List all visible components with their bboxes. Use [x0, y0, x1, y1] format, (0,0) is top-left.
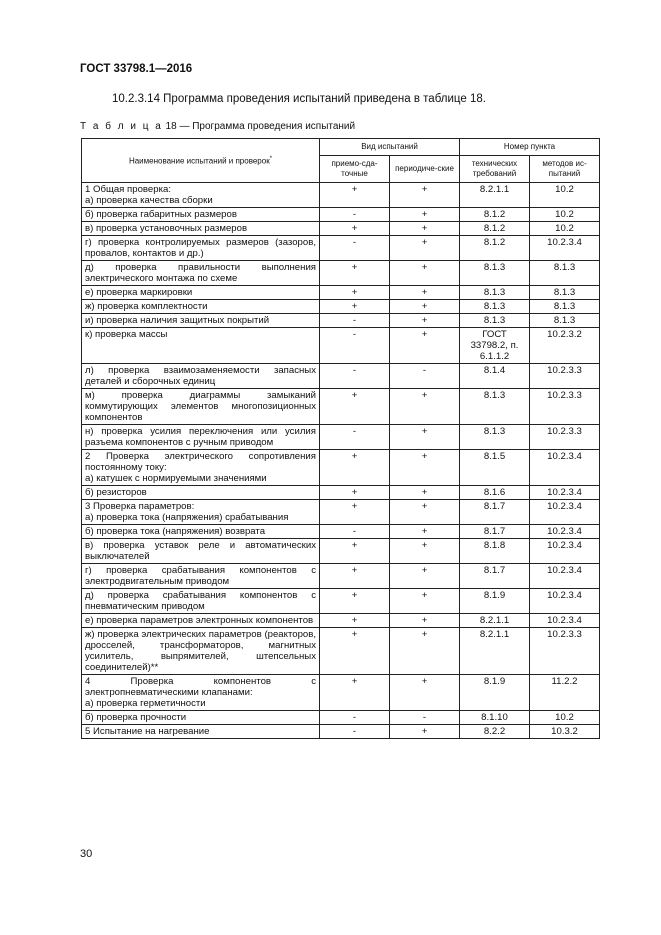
cell-acceptance: -	[320, 208, 390, 222]
column-header-periodic: периодиче-ские	[390, 156, 460, 183]
cell-test-name	[82, 725, 320, 739]
footnote-mark: *	[269, 156, 273, 163]
cell-test-name-line: д) проверка правильности выполнения электрического монтажа по схеме	[85, 262, 316, 284]
table-header-row	[82, 139, 600, 156]
cell-periodic: +	[390, 222, 460, 236]
intro-paragraph: 10.2.3.14 Программа проведения испытаний приведена в таблице 18.	[112, 93, 486, 105]
cell-periodic: +	[390, 589, 460, 614]
cell-test-name	[82, 614, 320, 628]
cell-test-name-line: а) катушек с нормируемыми значениями	[85, 473, 267, 484]
table-row	[82, 539, 600, 564]
cell-tech-requirements: 8.1.3	[460, 389, 530, 425]
cell-test-name-line: а) проверка герметичности	[85, 698, 206, 709]
table-row	[82, 286, 600, 300]
table-row	[82, 389, 600, 425]
table-caption	[80, 121, 355, 132]
cell-acceptance: +	[320, 628, 390, 675]
table-body	[82, 183, 600, 739]
cell-tech-requirements: 8.1.7	[460, 564, 530, 589]
table-row	[82, 500, 600, 525]
cell-test-methods: 8.1.3	[530, 286, 600, 300]
cell-test-methods: 8.1.3	[530, 261, 600, 286]
cell-tech-requirements: 8.1.3	[460, 425, 530, 450]
cell-test-name	[82, 364, 320, 389]
cell-tech-requirements: 8.1.7	[460, 500, 530, 525]
cell-test-name-line: 4 Проверка компонентов с электропневматическими клапанами:	[85, 676, 316, 698]
cell-acceptance: +	[320, 614, 390, 628]
cell-periodic: +	[390, 675, 460, 711]
cell-test-methods: 8.1.3	[530, 314, 600, 328]
table-row	[82, 364, 600, 389]
cell-periodic: +	[390, 183, 460, 208]
cell-test-name-line: 5 Испытание на нагревание	[85, 726, 210, 737]
cell-periodic: +	[390, 286, 460, 300]
cell-test-name	[82, 300, 320, 314]
cell-acceptance: +	[320, 500, 390, 525]
cell-periodic: +	[390, 525, 460, 539]
cell-test-name-line: б) проверка тока (напряжения) возврата	[85, 526, 266, 537]
cell-test-name-line: н) проверка усилия переключения или усилия разъема компонентов с ручным приводом	[85, 426, 316, 448]
cell-test-name-line: а) проверка тока (напряжения) срабатывания	[85, 512, 289, 523]
cell-test-name	[82, 236, 320, 261]
table-row	[82, 725, 600, 739]
cell-tech-requirements: 8.1.3	[460, 300, 530, 314]
cell-acceptance: +	[320, 675, 390, 711]
cell-tech-requirements: 8.1.3	[460, 286, 530, 300]
table-row	[82, 450, 600, 486]
cell-test-name-line: к) проверка массы	[85, 329, 168, 340]
cell-test-name	[82, 675, 320, 711]
cell-acceptance: -	[320, 711, 390, 725]
table-caption-prefix: Т а б л и ц а	[80, 121, 163, 132]
cell-acceptance: -	[320, 725, 390, 739]
cell-test-name	[82, 500, 320, 525]
cell-acceptance: +	[320, 389, 390, 425]
test-program-table	[81, 138, 600, 739]
table-row	[82, 711, 600, 725]
cell-test-methods: 10.2.3.3	[530, 364, 600, 389]
cell-periodic: -	[390, 364, 460, 389]
cell-tech-requirements: 8.1.2	[460, 208, 530, 222]
cell-periodic: +	[390, 539, 460, 564]
column-header-tech-requirements: технических требований	[460, 156, 530, 183]
column-group-clause-number: Номер пункта	[460, 139, 600, 156]
table-row	[82, 614, 600, 628]
cell-test-methods: 11.2.2	[530, 675, 600, 711]
cell-tech-requirements: 8.2.1.1	[460, 183, 530, 208]
table-row	[82, 328, 600, 364]
cell-periodic: +	[390, 328, 460, 364]
cell-periodic: +	[390, 389, 460, 425]
cell-test-name-line: в) проверка уставок реле и автоматических выключателей	[85, 540, 316, 562]
table-row	[82, 628, 600, 675]
cell-test-name-line: 1 Общая проверка:	[85, 184, 171, 195]
table-row	[82, 222, 600, 236]
column-header-acceptance: приемо-сда-точные	[320, 156, 390, 183]
table-row	[82, 525, 600, 539]
cell-test-methods: 10.2	[530, 208, 600, 222]
cell-test-methods: 10.2.3.4	[530, 525, 600, 539]
cell-acceptance: -	[320, 525, 390, 539]
column-header-name	[82, 139, 320, 183]
cell-test-name-line: г) проверка срабатывания компонентов с электродвигательным приводом	[85, 565, 316, 587]
page-number: 30	[80, 848, 93, 860]
cell-periodic: +	[390, 628, 460, 675]
table-row	[82, 564, 600, 589]
cell-test-methods: 8.1.3	[530, 300, 600, 314]
cell-test-methods: 10.2	[530, 183, 600, 208]
cell-test-name	[82, 286, 320, 300]
cell-test-name	[82, 628, 320, 675]
cell-periodic: +	[390, 261, 460, 286]
cell-test-name-line: б) проверка габаритных размеров	[85, 209, 237, 220]
column-group-test-type: Вид испытаний	[320, 139, 460, 156]
cell-test-name	[82, 589, 320, 614]
cell-periodic: +	[390, 725, 460, 739]
cell-tech-requirements: 8.2.1.1	[460, 628, 530, 675]
cell-test-name-line: и) проверка наличия защитных покрытий	[85, 315, 270, 326]
cell-periodic: +	[390, 300, 460, 314]
cell-periodic: +	[390, 486, 460, 500]
cell-test-methods: 10.2.3.4	[530, 614, 600, 628]
cell-test-name	[82, 486, 320, 500]
cell-periodic: +	[390, 425, 460, 450]
cell-tech-requirements: 8.1.7	[460, 525, 530, 539]
cell-tech-requirements: 8.1.6	[460, 486, 530, 500]
table-row	[82, 261, 600, 286]
cell-test-methods: 10.2	[530, 711, 600, 725]
cell-acceptance: +	[320, 300, 390, 314]
table-row	[82, 314, 600, 328]
cell-tech-requirements: 8.1.3	[460, 261, 530, 286]
cell-acceptance: +	[320, 261, 390, 286]
cell-test-name-line: ж) проверка электрических параметров (реакторов, дросселей, трансформаторов, магнитных усилитель, выпрямителей, штепсельных соединителей)**	[85, 629, 316, 673]
cell-test-name	[82, 425, 320, 450]
column-header-test-methods: методов ис-пытаний	[530, 156, 600, 183]
cell-test-name	[82, 525, 320, 539]
cell-acceptance: -	[320, 364, 390, 389]
cell-test-methods: 10.2.3.4	[530, 539, 600, 564]
cell-tech-requirements: 8.1.2	[460, 222, 530, 236]
cell-tech-requirements: 8.1.9	[460, 589, 530, 614]
cell-tech-requirements: 8.2.1.1	[460, 614, 530, 628]
cell-test-name	[82, 539, 320, 564]
cell-test-methods: 10.3.2	[530, 725, 600, 739]
cell-acceptance: -	[320, 328, 390, 364]
cell-test-name-line: б) резисторов	[85, 487, 147, 498]
cell-periodic: +	[390, 236, 460, 261]
cell-test-name	[82, 261, 320, 286]
table-row	[82, 675, 600, 711]
cell-test-name-line: 3 Проверка параметров:	[85, 501, 195, 512]
cell-acceptance: +	[320, 222, 390, 236]
cell-acceptance: +	[320, 539, 390, 564]
cell-acceptance: +	[320, 183, 390, 208]
cell-periodic: -	[390, 711, 460, 725]
cell-test-name-line: м) проверка диаграммы замыканий коммутирующих элементов многопозиционных компонентов	[85, 390, 316, 423]
cell-periodic: +	[390, 450, 460, 486]
table-row	[82, 300, 600, 314]
document-header: ГОСТ 33798.1—2016	[80, 63, 193, 75]
cell-periodic: +	[390, 614, 460, 628]
cell-test-name-line: е) проверка параметров электронных компонентов	[85, 615, 314, 626]
cell-test-methods: 10.2.3.4	[530, 450, 600, 486]
cell-periodic: +	[390, 500, 460, 525]
table-row	[82, 589, 600, 614]
cell-test-name	[82, 314, 320, 328]
cell-test-name	[82, 222, 320, 236]
table-caption-text: 18 — Программа проведения испытаний	[162, 121, 356, 132]
column-header-name-text: Наименование испытаний и проверок	[128, 156, 270, 166]
cell-tech-requirements: ГОСТ 33798.2, п. 6.1.1.2	[460, 328, 530, 364]
cell-test-name	[82, 183, 320, 208]
cell-test-name	[82, 389, 320, 425]
cell-test-methods: 10.2.3.4	[530, 589, 600, 614]
cell-test-methods: 10.2.3.4	[530, 500, 600, 525]
cell-tech-requirements: 8.1.9	[460, 675, 530, 711]
cell-acceptance: +	[320, 286, 390, 300]
table-row	[82, 236, 600, 261]
cell-test-methods: 10.2.3.4	[530, 236, 600, 261]
cell-test-name-line: а) проверка качества сборки	[85, 195, 213, 206]
cell-acceptance: +	[320, 564, 390, 589]
cell-acceptance: -	[320, 314, 390, 328]
cell-acceptance: +	[320, 486, 390, 500]
table-row	[82, 486, 600, 500]
cell-test-name	[82, 450, 320, 486]
cell-test-name-line: е) проверка маркировки	[85, 287, 193, 298]
cell-test-name	[82, 711, 320, 725]
cell-test-name-line: л) проверка взаимозаменяемости запасных деталей и сборочных единиц	[85, 365, 316, 387]
cell-test-name	[82, 208, 320, 222]
cell-acceptance: -	[320, 425, 390, 450]
cell-test-methods: 10.2.3.4	[530, 486, 600, 500]
table-row	[82, 183, 600, 208]
cell-tech-requirements: 8.1.8	[460, 539, 530, 564]
cell-tech-requirements: 8.1.3	[460, 314, 530, 328]
cell-tech-requirements: 8.1.5	[460, 450, 530, 486]
cell-acceptance: +	[320, 589, 390, 614]
cell-test-name-line: в) проверка установочных размеров	[85, 223, 248, 234]
cell-test-name-line: д) проверка срабатывания компонентов с пневматическим приводом	[85, 590, 316, 612]
cell-test-methods: 10.2.3.2	[530, 328, 600, 364]
cell-acceptance: +	[320, 450, 390, 486]
cell-test-methods: 10.2	[530, 222, 600, 236]
cell-test-name-line: б) проверка прочности	[85, 712, 187, 723]
cell-test-methods: 10.2.3.3	[530, 425, 600, 450]
cell-periodic: +	[390, 564, 460, 589]
cell-test-methods: 10.2.3.3	[530, 628, 600, 675]
cell-test-methods: 10.2.3.3	[530, 389, 600, 425]
cell-test-methods: 10.2.3.4	[530, 564, 600, 589]
cell-periodic: +	[390, 208, 460, 222]
cell-tech-requirements: 8.1.2	[460, 236, 530, 261]
cell-test-name-line: ж) проверка комплектности	[85, 301, 208, 312]
cell-tech-requirements: 8.2.2	[460, 725, 530, 739]
cell-test-name	[82, 564, 320, 589]
cell-acceptance: -	[320, 236, 390, 261]
cell-test-name	[82, 328, 320, 364]
table-row	[82, 208, 600, 222]
table-row	[82, 425, 600, 450]
cell-tech-requirements: 8.1.10	[460, 711, 530, 725]
cell-periodic: +	[390, 314, 460, 328]
cell-tech-requirements: 8.1.4	[460, 364, 530, 389]
cell-test-name-line: г) проверка контролируемых размеров (зазоров, провалов, контактов и др.)	[85, 237, 316, 259]
cell-test-name-line: 2 Проверка электрического сопротивления постоянному току:	[85, 451, 316, 473]
